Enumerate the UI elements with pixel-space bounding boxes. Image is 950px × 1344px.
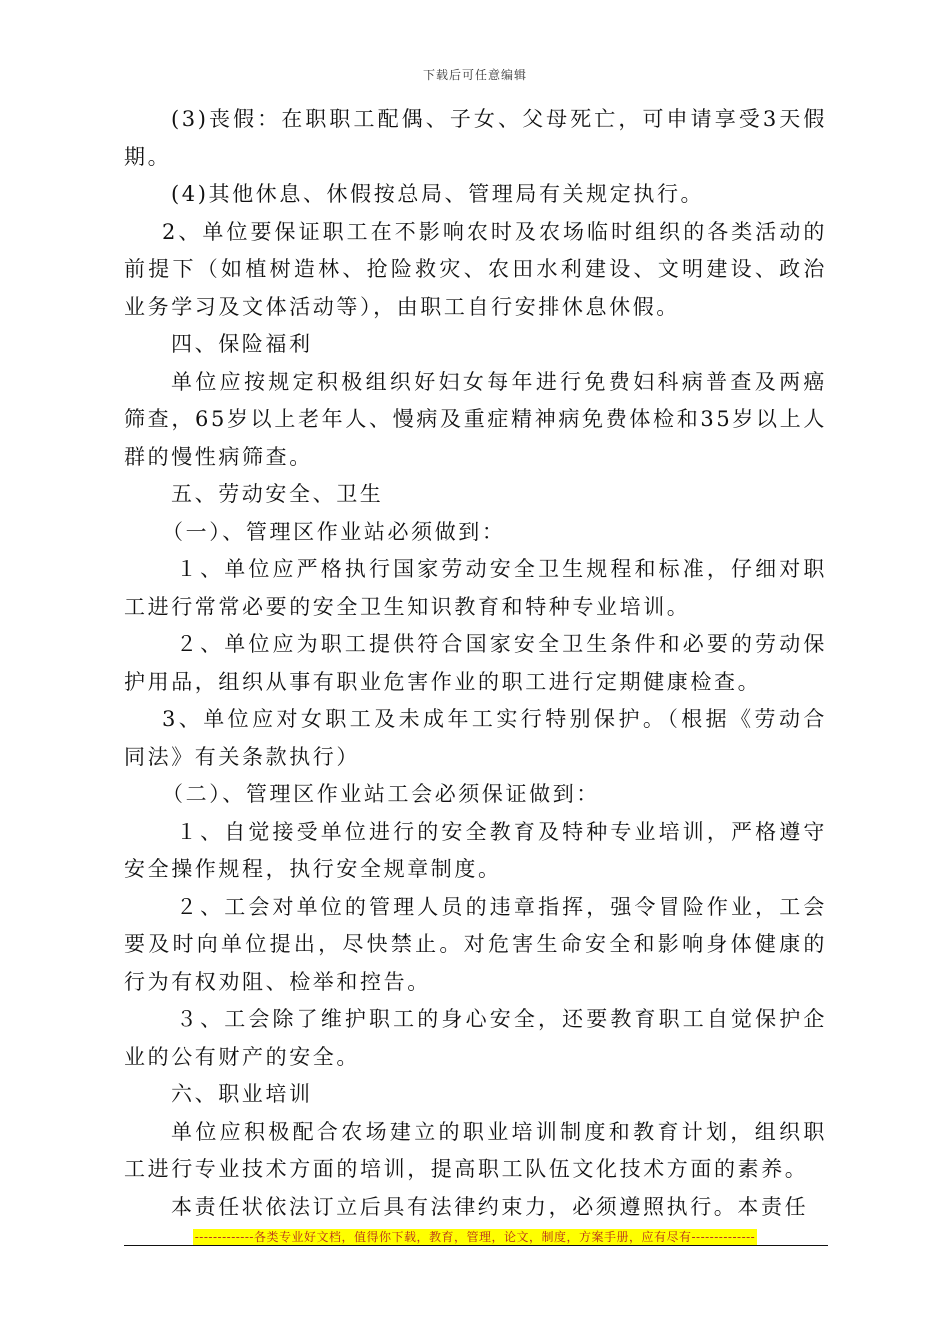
page-header-note: 下载后可任意编辑 — [422, 68, 527, 82]
paragraph-bereavement-leave: (3)丧假：在职职工配偶、子女、父母死亡，可申请享受3天假期。 — [124, 107, 827, 169]
paragraph-union-item-1: １、自觉接受单位进行的安全教育及特种专业培训，严格遵守安全操作规程，执行安全规章制度。 — [124, 819, 827, 881]
paragraph-other-leave: (4)其他休息、休假按总局、管理局有关规定执行。 — [171, 182, 705, 206]
paragraph-safety-item-2: ２、单位应为职工提供符合国家安全卫生条件和必要的劳动保护用品，组织从事有职业危害作业的职工进行定期健康检查。 — [124, 632, 827, 694]
paragraph-insurance-welfare: 单位应按规定积极组织好妇女每年进行免费妇科病普查及两癌筛查，65岁以上老年人、慢病及重症精神病免费体检和35岁以上人群的慢性病筛查。 — [124, 369, 827, 469]
paragraph-union-item-3: ３、工会除了维护职工的身心安全，还要教育职工自觉保护企业的公有财产的安全。 — [124, 1007, 827, 1069]
paragraph-training: 单位应积极配合农场建立的职业培训制度和教育计划，组织职工进行专业技术方面的培训，提高职工队伍文化技术方面的素养。 — [124, 1119, 827, 1181]
section-heading-insurance: 四、保险福利 — [171, 332, 313, 356]
paragraph-safety-item-1: １、单位应严格执行国家劳动安全卫生规程和标准，仔细对职工进行常常必要的安全卫生知识教育和特种专业培训。 — [124, 557, 827, 619]
section-heading-safety: 五、劳动安全、卫生 — [171, 482, 384, 506]
footer-banner-text: -------------各类专业好文档，值得你下载，教育，管理，论文，制度，方案手册，应有尽有-------------- — [194, 1230, 756, 1244]
footer-banner — [0, 1226, 950, 1245]
footer-divider — [124, 1245, 828, 1246]
paragraph-rest-arrangement: 2、单位要保证职工在不影响农时及农场临时组织的各类活动的前提下（如植树造林、抢险救灾、农田水利建设、文明建设、政治业务学习及文体活动等），由职工自行安排休息休假。 — [124, 219, 827, 319]
subheading-union-duties: （二）、管理区作业站工会必须保证做到： — [162, 782, 600, 806]
paragraph-safety-item-3: 3、单位应对女职工及未成年工实行特别保护。（根据《劳动合同法》有关条款执行） — [124, 707, 827, 769]
document-body — [124, 101, 827, 1226]
section-heading-training: 六、职业培训 — [171, 1082, 313, 1106]
paragraph-union-item-2: ２、工会对单位的管理人员的违章指挥，强令冒险作业，工会要及时向单位提出，尽快禁止。对危害生命安全和影响身体健康的行为有权劝阻、检举和控告。 — [124, 894, 827, 994]
subheading-station-duties: （一）、管理区作业站必须做到： — [162, 519, 506, 544]
paragraph-legal-effect: 本责任状依法订立后具有法律约束力，必须遵照执行。本责任 — [171, 1194, 809, 1219]
